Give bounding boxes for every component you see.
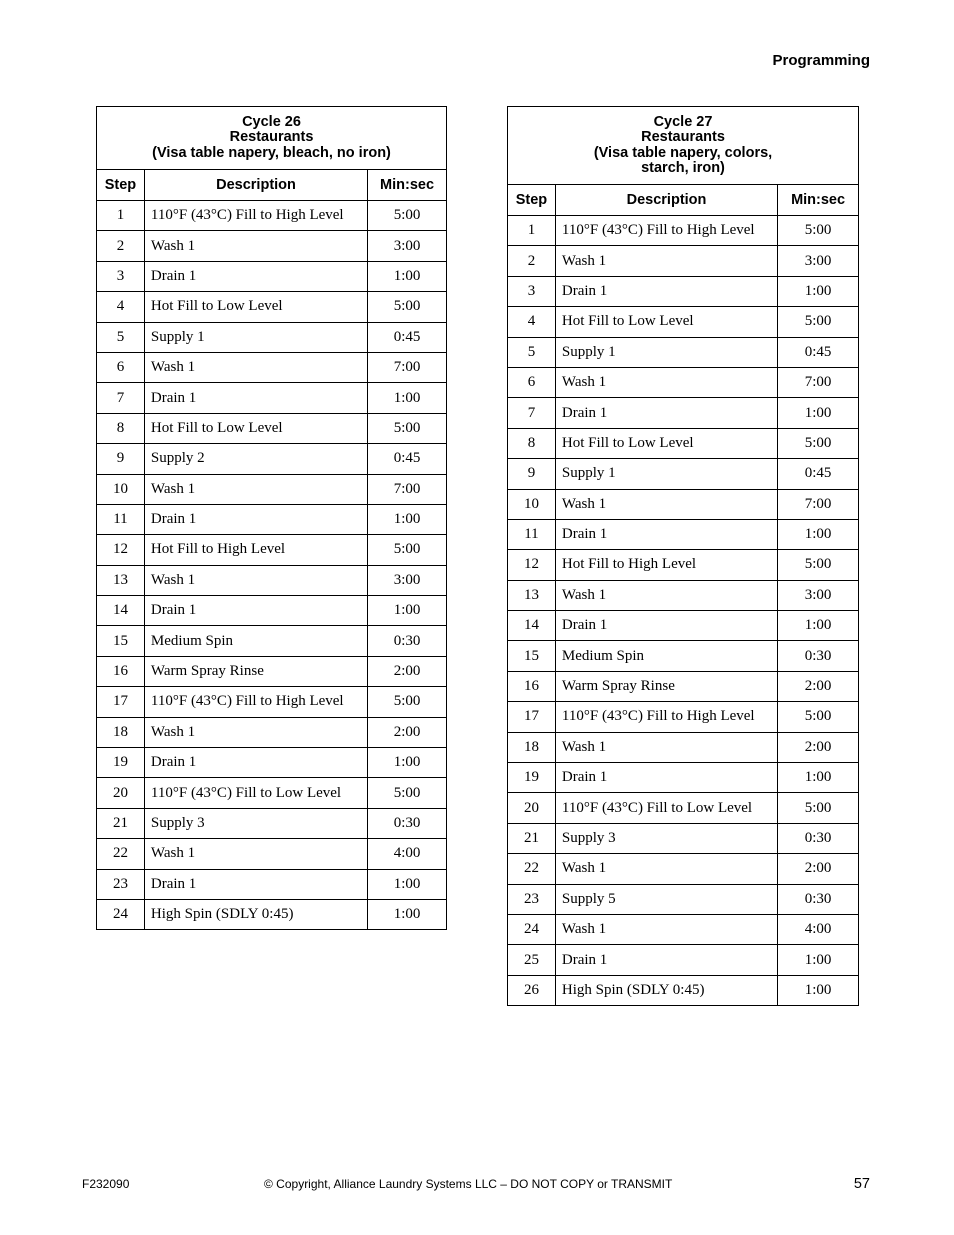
table-row bbox=[97, 656, 447, 686]
table-header-row bbox=[508, 185, 859, 216]
time-cell: 1:00 bbox=[778, 276, 859, 306]
time-cell: 1:00 bbox=[778, 611, 859, 641]
step-cell: 16 bbox=[508, 671, 556, 701]
table-row bbox=[97, 352, 447, 382]
description-cell: Wash 1 bbox=[555, 914, 777, 944]
description-cell: Wash 1 bbox=[144, 839, 367, 869]
table-row bbox=[508, 763, 859, 793]
time-cell: 3:00 bbox=[778, 580, 859, 610]
table-row bbox=[508, 854, 859, 884]
table-row bbox=[508, 550, 859, 580]
title-line: starch, iron) bbox=[641, 160, 725, 176]
time-cell: 1:00 bbox=[778, 398, 859, 428]
step-cell: 15 bbox=[508, 641, 556, 671]
table-row bbox=[97, 383, 447, 413]
description-cell: Warm Spray Rinse bbox=[555, 671, 777, 701]
table-row bbox=[97, 504, 447, 534]
time-cell: 2:00 bbox=[778, 732, 859, 762]
document-number: F232090 bbox=[82, 1177, 130, 1191]
table-header-row bbox=[97, 170, 447, 201]
time-cell: 2:00 bbox=[778, 671, 859, 701]
description-cell: Supply 1 bbox=[144, 322, 367, 352]
copyright-notice: © Copyright, Alliance Laundry Systems LLC – DO NOT COPY or TRANSMIT bbox=[264, 1177, 673, 1191]
table-row bbox=[508, 611, 859, 641]
table-row bbox=[508, 702, 859, 732]
description-cell: Wash 1 bbox=[144, 474, 367, 504]
description-cell: Wash 1 bbox=[144, 717, 367, 747]
column-header-description: Description bbox=[144, 170, 367, 201]
step-cell: 11 bbox=[508, 519, 556, 549]
step-cell: 9 bbox=[97, 444, 145, 474]
description-cell: Supply 1 bbox=[555, 337, 777, 367]
table-row bbox=[97, 535, 447, 565]
table-row bbox=[508, 459, 859, 489]
description-cell: 110°F (43°C) Fill to High Level bbox=[555, 216, 777, 246]
table-row bbox=[97, 322, 447, 352]
step-cell: 6 bbox=[97, 352, 145, 382]
step-cell: 20 bbox=[508, 793, 556, 823]
time-cell: 2:00 bbox=[778, 854, 859, 884]
description-cell: Warm Spray Rinse bbox=[144, 656, 367, 686]
table-row bbox=[97, 565, 447, 595]
title-line: Cycle 26 bbox=[242, 113, 301, 130]
step-cell: 22 bbox=[508, 854, 556, 884]
time-cell: 5:00 bbox=[368, 201, 447, 231]
time-cell: 5:00 bbox=[368, 292, 447, 322]
time-cell: 0:30 bbox=[778, 823, 859, 853]
column-header-min-sec: Min:sec bbox=[778, 185, 859, 216]
description-cell: Drain 1 bbox=[144, 869, 367, 899]
table-row bbox=[508, 367, 859, 397]
time-cell: 2:00 bbox=[368, 717, 447, 747]
step-cell: 8 bbox=[508, 428, 556, 458]
step-cell: 13 bbox=[508, 580, 556, 610]
table-row bbox=[97, 869, 447, 899]
time-cell: 1:00 bbox=[368, 504, 447, 534]
time-cell: 5:00 bbox=[368, 413, 447, 443]
description-cell: Drain 1 bbox=[144, 383, 367, 413]
description-cell: Drain 1 bbox=[555, 398, 777, 428]
time-cell: 7:00 bbox=[368, 474, 447, 504]
description-cell: Hot Fill to Low Level bbox=[144, 292, 367, 322]
time-cell: 5:00 bbox=[368, 535, 447, 565]
time-cell: 7:00 bbox=[778, 367, 859, 397]
table-row bbox=[97, 687, 447, 717]
step-cell: 5 bbox=[508, 337, 556, 367]
time-cell: 0:30 bbox=[368, 626, 447, 656]
table-row bbox=[97, 444, 447, 474]
time-cell: 0:30 bbox=[778, 884, 859, 914]
table-row bbox=[97, 748, 447, 778]
time-cell: 5:00 bbox=[778, 702, 859, 732]
table-row bbox=[97, 474, 447, 504]
column-header-min-sec: Min:sec bbox=[368, 170, 447, 201]
title-line: (Visa table napery, colors, bbox=[593, 144, 773, 161]
table-row bbox=[97, 899, 447, 929]
table-row bbox=[97, 292, 447, 322]
time-cell: 0:45 bbox=[368, 322, 447, 352]
step-cell: 16 bbox=[97, 656, 145, 686]
step-cell: 1 bbox=[97, 201, 145, 231]
time-cell: 7:00 bbox=[368, 352, 447, 382]
table-row bbox=[508, 489, 859, 519]
step-cell: 5 bbox=[97, 322, 145, 352]
section-heading: Programming bbox=[772, 52, 870, 69]
step-cell: 12 bbox=[508, 550, 556, 580]
step-cell: 2 bbox=[97, 231, 145, 261]
description-cell: Wash 1 bbox=[555, 246, 777, 276]
description-cell: Supply 2 bbox=[144, 444, 367, 474]
time-cell: 1:00 bbox=[778, 763, 859, 793]
description-cell: Wash 1 bbox=[555, 367, 777, 397]
step-cell: 17 bbox=[508, 702, 556, 732]
table-row bbox=[508, 580, 859, 610]
step-cell: 4 bbox=[508, 307, 556, 337]
step-cell: 8 bbox=[97, 413, 145, 443]
table-row bbox=[508, 975, 859, 1005]
table-row bbox=[508, 246, 859, 276]
description-cell: Drain 1 bbox=[144, 261, 367, 291]
table-row bbox=[508, 671, 859, 701]
time-cell: 1:00 bbox=[368, 748, 447, 778]
column-header-description: Description bbox=[555, 185, 777, 216]
table-row bbox=[97, 839, 447, 869]
description-cell: High Spin (SDLY 0:45) bbox=[144, 899, 367, 929]
description-cell: Drain 1 bbox=[555, 611, 777, 641]
description-cell: Supply 3 bbox=[555, 823, 777, 853]
table-row bbox=[508, 398, 859, 428]
table-row bbox=[508, 823, 859, 853]
table-title bbox=[97, 107, 447, 170]
description-cell: Drain 1 bbox=[555, 763, 777, 793]
description-cell: Drain 1 bbox=[144, 748, 367, 778]
table-row bbox=[97, 413, 447, 443]
time-cell: 5:00 bbox=[778, 550, 859, 580]
step-cell: 7 bbox=[97, 383, 145, 413]
description-cell: Wash 1 bbox=[144, 231, 367, 261]
step-cell: 6 bbox=[508, 367, 556, 397]
step-cell: 17 bbox=[97, 687, 145, 717]
description-cell: Drain 1 bbox=[555, 519, 777, 549]
title-line: Restaurants bbox=[229, 129, 314, 146]
step-cell: 13 bbox=[97, 565, 145, 595]
table-row bbox=[97, 596, 447, 626]
step-cell: 2 bbox=[508, 246, 556, 276]
table-title-row bbox=[508, 107, 859, 185]
table-row bbox=[508, 945, 859, 975]
step-cell: 15 bbox=[97, 626, 145, 656]
time-cell: 1:00 bbox=[368, 869, 447, 899]
time-cell: 7:00 bbox=[778, 489, 859, 519]
table-row bbox=[508, 307, 859, 337]
description-cell: Hot Fill to Low Level bbox=[144, 413, 367, 443]
description-cell: 110°F (43°C) Fill to Low Level bbox=[555, 793, 777, 823]
table-row bbox=[97, 626, 447, 656]
table-row bbox=[97, 717, 447, 747]
cycle-26-table bbox=[96, 106, 447, 930]
description-cell: Hot Fill to Low Level bbox=[555, 307, 777, 337]
table-row bbox=[508, 519, 859, 549]
description-cell: Wash 1 bbox=[555, 489, 777, 519]
description-cell: Wash 1 bbox=[144, 352, 367, 382]
step-cell: 3 bbox=[508, 276, 556, 306]
time-cell: 0:45 bbox=[778, 337, 859, 367]
description-cell: Drain 1 bbox=[555, 276, 777, 306]
step-cell: 21 bbox=[508, 823, 556, 853]
cycle-27-table bbox=[507, 106, 859, 1006]
description-cell: 110°F (43°C) Fill to High Level bbox=[144, 687, 367, 717]
step-cell: 18 bbox=[508, 732, 556, 762]
table-row bbox=[508, 914, 859, 944]
step-cell: 20 bbox=[97, 778, 145, 808]
table-row bbox=[97, 778, 447, 808]
table-row bbox=[508, 216, 859, 246]
time-cell: 5:00 bbox=[778, 793, 859, 823]
description-cell: Supply 5 bbox=[555, 884, 777, 914]
table-row bbox=[508, 276, 859, 306]
step-cell: 25 bbox=[508, 945, 556, 975]
time-cell: 3:00 bbox=[368, 565, 447, 595]
description-cell: Wash 1 bbox=[555, 732, 777, 762]
description-cell: Supply 3 bbox=[144, 808, 367, 838]
time-cell: 0:30 bbox=[778, 641, 859, 671]
step-cell: 1 bbox=[508, 216, 556, 246]
column-header-step: Step bbox=[97, 170, 145, 201]
step-cell: 9 bbox=[508, 459, 556, 489]
step-cell: 10 bbox=[508, 489, 556, 519]
table-row bbox=[508, 337, 859, 367]
description-cell: Hot Fill to Low Level bbox=[555, 428, 777, 458]
description-cell: Drain 1 bbox=[555, 945, 777, 975]
step-cell: 23 bbox=[97, 869, 145, 899]
table-title bbox=[508, 107, 859, 185]
time-cell: 4:00 bbox=[368, 839, 447, 869]
table-row bbox=[508, 641, 859, 671]
step-cell: 4 bbox=[97, 292, 145, 322]
time-cell: 1:00 bbox=[368, 261, 447, 291]
table-title-row bbox=[97, 107, 447, 170]
table-row bbox=[508, 428, 859, 458]
description-cell: High Spin (SDLY 0:45) bbox=[555, 975, 777, 1005]
time-cell: 1:00 bbox=[368, 899, 447, 929]
step-cell: 11 bbox=[97, 504, 145, 534]
step-cell: 24 bbox=[97, 899, 145, 929]
step-cell: 22 bbox=[97, 839, 145, 869]
time-cell: 1:00 bbox=[368, 596, 447, 626]
step-cell: 12 bbox=[97, 535, 145, 565]
time-cell: 1:00 bbox=[368, 383, 447, 413]
time-cell: 5:00 bbox=[778, 216, 859, 246]
description-cell: 110°F (43°C) Fill to High Level bbox=[144, 201, 367, 231]
step-cell: 14 bbox=[508, 611, 556, 641]
description-cell: Hot Fill to High Level bbox=[555, 550, 777, 580]
description-cell: Drain 1 bbox=[144, 596, 367, 626]
time-cell: 4:00 bbox=[778, 914, 859, 944]
description-cell: Medium Spin bbox=[144, 626, 367, 656]
time-cell: 3:00 bbox=[368, 231, 447, 261]
title-line: (Visa table napery, bleach, no iron) bbox=[152, 144, 391, 161]
table-row bbox=[508, 884, 859, 914]
table-row bbox=[97, 231, 447, 261]
time-cell: 0:30 bbox=[368, 808, 447, 838]
step-cell: 18 bbox=[97, 717, 145, 747]
description-cell: Medium Spin bbox=[555, 641, 777, 671]
step-cell: 7 bbox=[508, 398, 556, 428]
title-line: Restaurants bbox=[641, 129, 725, 145]
time-cell: 3:00 bbox=[778, 246, 859, 276]
step-cell: 14 bbox=[97, 596, 145, 626]
table-row bbox=[97, 201, 447, 231]
time-cell: 5:00 bbox=[368, 778, 447, 808]
time-cell: 0:45 bbox=[778, 459, 859, 489]
description-cell: Wash 1 bbox=[144, 565, 367, 595]
title-line: Cycle 27 bbox=[653, 113, 713, 130]
step-cell: 10 bbox=[97, 474, 145, 504]
description-cell: Wash 1 bbox=[555, 854, 777, 884]
time-cell: 5:00 bbox=[778, 307, 859, 337]
step-cell: 21 bbox=[97, 808, 145, 838]
step-cell: 23 bbox=[508, 884, 556, 914]
time-cell: 5:00 bbox=[368, 687, 447, 717]
description-cell: 110°F (43°C) Fill to High Level bbox=[555, 702, 777, 732]
step-cell: 19 bbox=[97, 748, 145, 778]
description-cell: Drain 1 bbox=[144, 504, 367, 534]
time-cell: 1:00 bbox=[778, 975, 859, 1005]
table-row bbox=[97, 808, 447, 838]
table-row bbox=[97, 261, 447, 291]
step-cell: 3 bbox=[97, 261, 145, 291]
time-cell: 2:00 bbox=[368, 656, 447, 686]
time-cell: 1:00 bbox=[778, 945, 859, 975]
description-cell: Supply 1 bbox=[555, 459, 777, 489]
description-cell: Wash 1 bbox=[555, 580, 777, 610]
table-row bbox=[508, 793, 859, 823]
time-cell: 5:00 bbox=[778, 428, 859, 458]
step-cell: 19 bbox=[508, 763, 556, 793]
description-cell: 110°F (43°C) Fill to Low Level bbox=[144, 778, 367, 808]
page-number: 57 bbox=[853, 1176, 870, 1192]
time-cell: 1:00 bbox=[778, 519, 859, 549]
column-header-step: Step bbox=[508, 185, 556, 216]
step-cell: 26 bbox=[508, 975, 556, 1005]
description-cell: Hot Fill to High Level bbox=[144, 535, 367, 565]
step-cell: 24 bbox=[508, 914, 556, 944]
time-cell: 0:45 bbox=[368, 444, 447, 474]
table-row bbox=[508, 732, 859, 762]
